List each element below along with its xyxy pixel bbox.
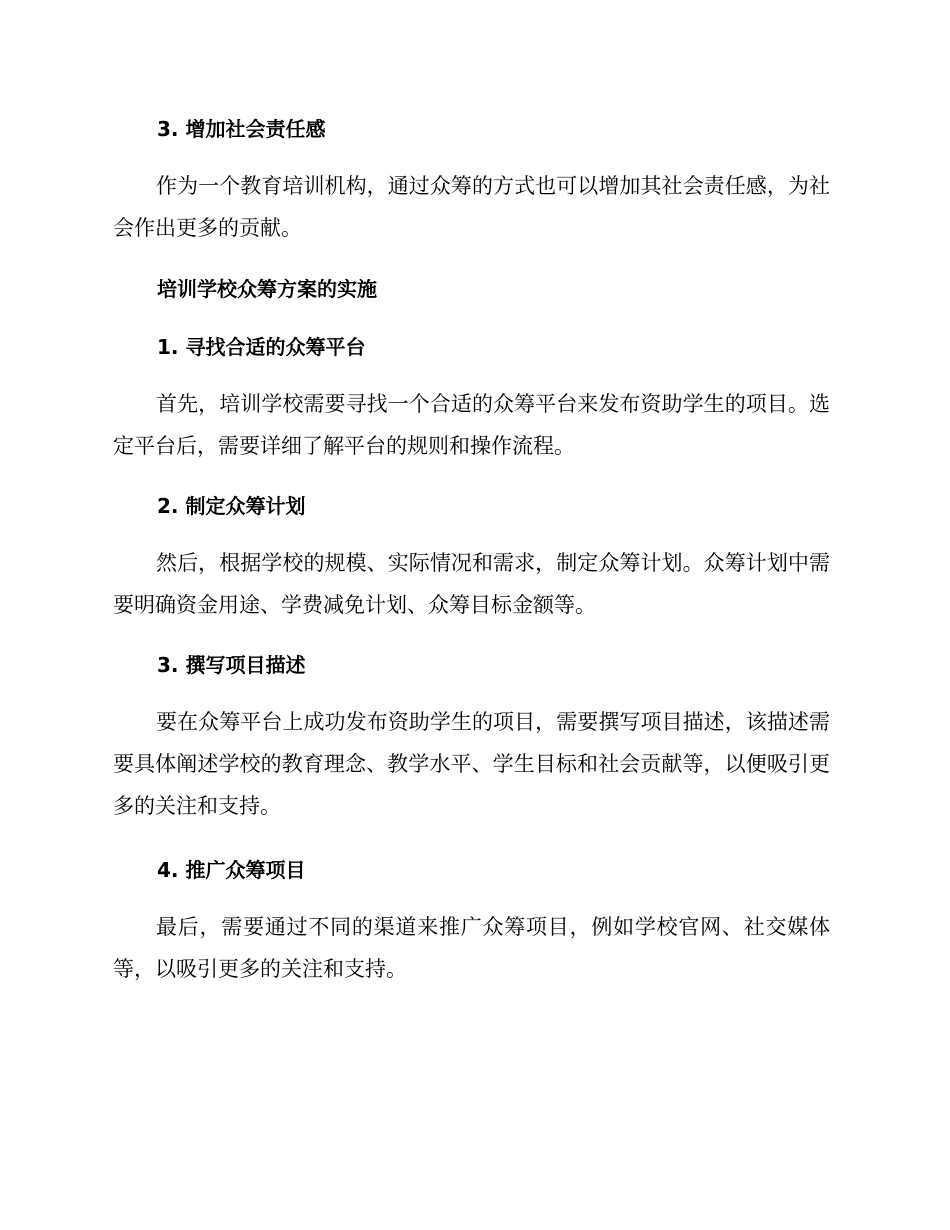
paragraph-promote-project: 最后，需要通过不同的渠道来推广众筹项目，例如学校官网、社交媒体等，以吸引更多的关注和支持。: [113, 915, 830, 981]
section-heading-increase-social-responsibility: 3. 增加社会责任感: [157, 117, 326, 141]
paragraph-find-platform: 首先，培训学校需要寻找一个合适的众筹平台来发布资助学生的项目。选定平台后，需要详细了解平台的规则和操作流程。: [113, 392, 830, 458]
section-heading-write-description: 3. 撰写项目描述: [157, 653, 306, 677]
paragraph-make-plan: 然后，根据学校的规模、实际情况和需求，制定众筹计划。众筹计划中需要明确资金用途、学费减免计划、众筹目标金额等。: [113, 551, 830, 617]
section-heading-implementation: 培训学校众筹方案的实施: [157, 277, 377, 301]
section-heading-promote-project: 4. 推广众筹项目: [157, 858, 306, 882]
section-heading-find-platform: 1. 寻找合适的众筹平台: [157, 335, 366, 359]
section-heading-make-plan: 2. 制定众筹计划: [157, 494, 306, 518]
paragraph-write-description: 要在众筹平台上成功发布资助学生的项目，需要撰写项目描述，该描述需要具体阐述学校的教育理念、教学水平、学生目标和社会贡献等，以便吸引更多的关注和支持。: [113, 710, 830, 818]
paragraph-social-responsibility: 作为一个教育培训机构，通过众筹的方式也可以增加其社会责任感，为社会作出更多的贡献。: [113, 174, 830, 240]
